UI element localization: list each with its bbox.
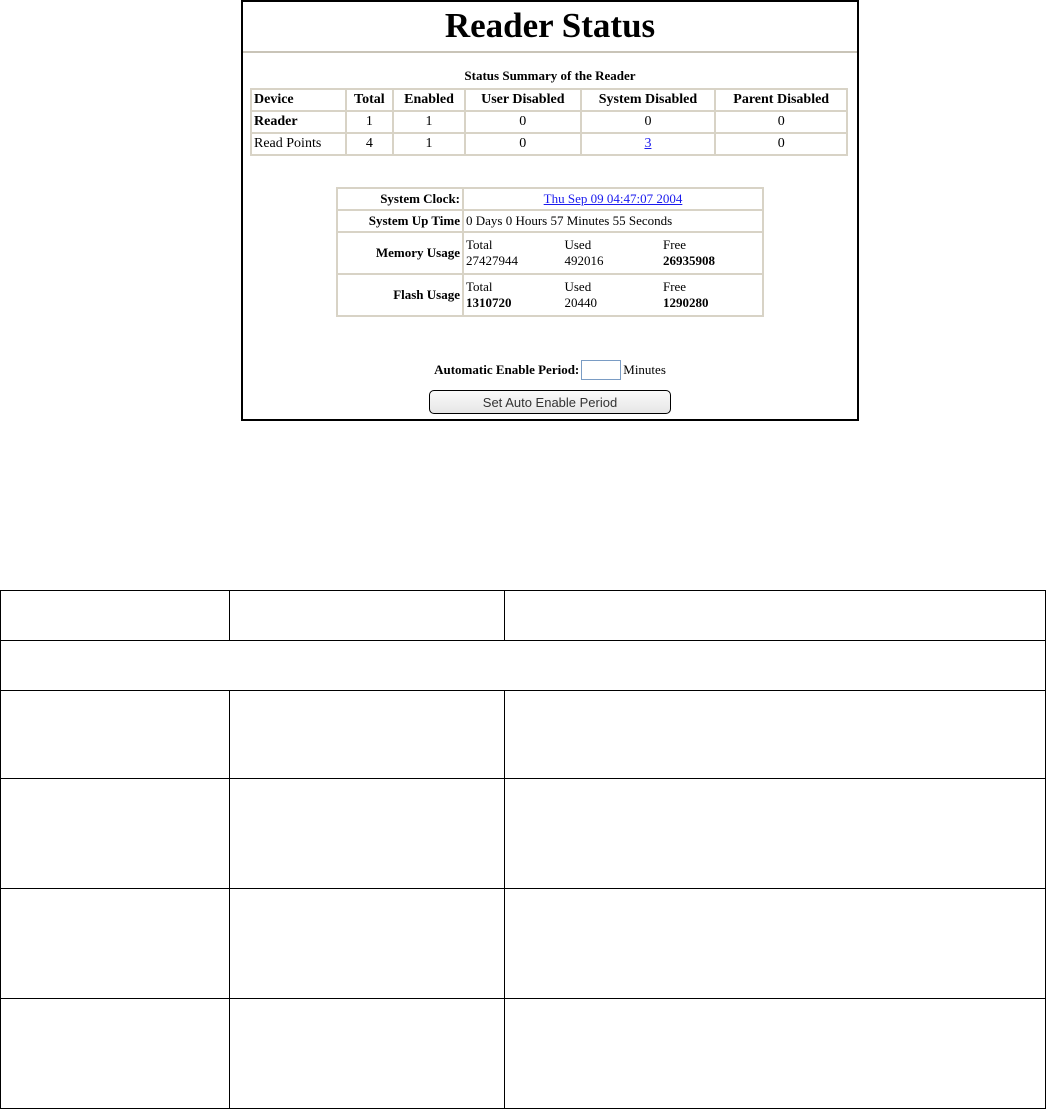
system-disabled-cell: 0: [581, 111, 716, 133]
user-disabled-cell: 0: [465, 111, 580, 133]
table-row: [251, 133, 847, 155]
flash-used-label: Used: [564, 279, 592, 294]
table-row: [337, 210, 763, 232]
column-header: Parent Disabled: [715, 89, 847, 111]
column-header: Total: [346, 89, 393, 111]
uptime-value: 0 Days 0 Hours 57 Minutes 55 Seconds: [463, 210, 763, 232]
auto-enable-period-input[interactable]: [581, 360, 621, 380]
auto-enable-row: [243, 360, 857, 380]
table-row: [1, 691, 1046, 779]
enabled-cell: 1: [393, 111, 465, 133]
flash-usage-label: Flash Usage: [337, 274, 463, 316]
device-name: Read Points: [251, 133, 346, 155]
set-auto-enable-period-button[interactable]: Set Auto Enable Period: [429, 390, 671, 414]
device-name: Reader: [251, 111, 346, 133]
total-cell: 1: [346, 111, 393, 133]
flash-free-value: 1290280: [662, 295, 709, 310]
memory-used-label: Used: [564, 237, 592, 252]
table-cell: [1, 691, 230, 779]
flash-total-value: 1310720: [466, 295, 512, 310]
flash-free-label: Free: [662, 279, 687, 294]
table-row: [1, 999, 1046, 1109]
memory-used-value: 492016: [564, 253, 604, 268]
table-cell: [1, 641, 1046, 691]
column-header: Device: [251, 89, 346, 111]
table-row: [337, 188, 763, 210]
uptime-label: System Up Time: [337, 210, 463, 232]
table-cell: [505, 999, 1046, 1109]
system-disabled-cell: [581, 133, 716, 155]
column-header: Enabled: [393, 89, 465, 111]
system-info-table: [336, 187, 764, 317]
table-cell: [230, 691, 505, 779]
system-clock-cell: [463, 188, 763, 210]
system-disabled-link[interactable]: 3: [644, 136, 652, 151]
table-cell: [505, 889, 1046, 999]
enabled-cell: 1: [393, 133, 465, 155]
table-cell: [1, 779, 230, 889]
flash-usage-cell: [463, 274, 763, 316]
table-cell: [1, 889, 230, 999]
total-cell: 4: [346, 133, 393, 155]
system-clock-label: System Clock:: [337, 188, 463, 210]
column-header: System Disabled: [581, 89, 716, 111]
memory-total-label: Total: [466, 237, 493, 252]
table-cell: [230, 999, 505, 1109]
table-cell: [505, 691, 1046, 779]
auto-enable-label: Automatic Enable Period:: [434, 362, 580, 377]
system-clock-link[interactable]: Thu Sep 09 04:47:07 2004: [543, 191, 683, 206]
table-row: [251, 111, 847, 133]
summary-caption: Status Summary of the Reader: [464, 68, 636, 83]
table-cell: [1, 999, 230, 1109]
table-row: [337, 274, 763, 316]
flash-total-label: Total: [466, 279, 493, 294]
flash-used-value: 20440: [564, 295, 597, 310]
parent-disabled-cell: 0: [715, 133, 847, 155]
memory-usage-label: Memory Usage: [337, 232, 463, 274]
memory-free-value: 26935908: [662, 253, 715, 268]
memory-free-label: Free: [662, 237, 687, 252]
table-cell: [1, 591, 230, 641]
table-row: [1, 779, 1046, 889]
document-table: [0, 590, 1046, 1109]
title-divider: [243, 51, 857, 53]
table-cell: [230, 779, 505, 889]
table-cell: [230, 591, 505, 641]
table-row: [337, 232, 763, 274]
page-title: Reader Status: [444, 6, 656, 45]
table-row: [1, 889, 1046, 999]
memory-total-value: 27427944: [466, 253, 518, 268]
table-row: [1, 641, 1046, 691]
table-row: [1, 591, 1046, 641]
table-header-row: [251, 89, 847, 111]
parent-disabled-cell: 0: [715, 111, 847, 133]
memory-usage-cell: [463, 232, 763, 274]
table-cell: [505, 779, 1046, 889]
reader-status-panel: [241, 0, 859, 421]
column-header: User Disabled: [465, 89, 580, 111]
status-summary-table: [250, 88, 848, 156]
table-cell: [505, 591, 1046, 641]
auto-enable-unit: Minutes: [623, 362, 666, 377]
user-disabled-cell: 0: [465, 133, 580, 155]
table-cell: [230, 889, 505, 999]
